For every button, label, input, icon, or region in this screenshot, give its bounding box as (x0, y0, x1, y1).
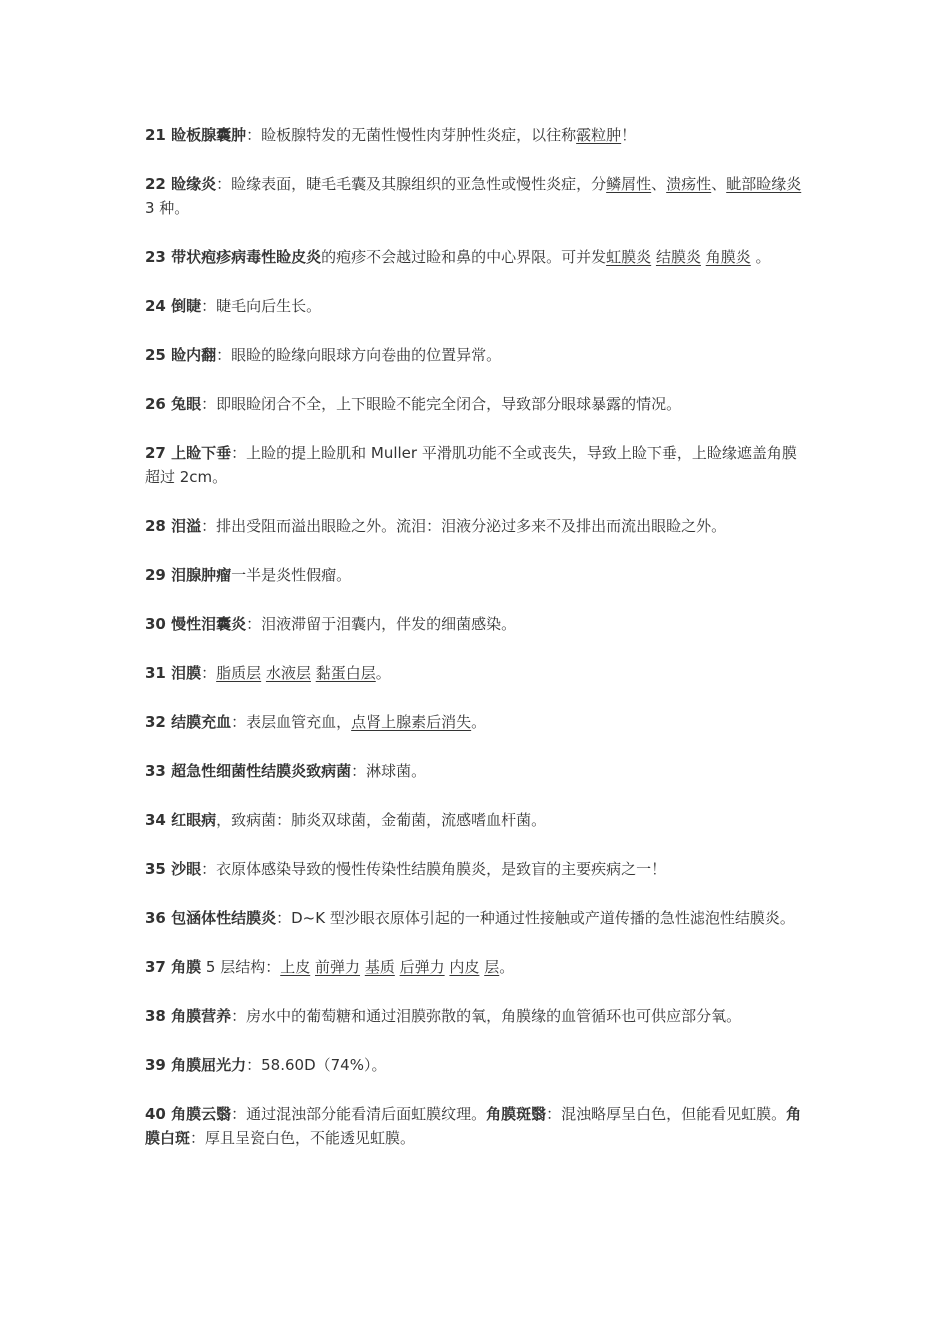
term-label: 角膜斑翳 (486, 1105, 547, 1123)
body-text: 。 (471, 713, 487, 731)
entry-number: 24 (145, 297, 172, 315)
underlined-text: 内皮 (449, 958, 480, 976)
document-page (145, 123, 810, 1175)
entry-32 (145, 710, 810, 734)
entry-21 (145, 123, 810, 147)
body-text: 3 种。 (145, 199, 190, 217)
entry-number: 37 (145, 958, 172, 976)
underlined-text: 虹膜炎 (606, 248, 652, 266)
entry-27 (145, 441, 810, 489)
entry-number: 39 (145, 1056, 172, 1074)
entry-22 (145, 172, 810, 220)
body-text: ：睑板腺特发的无菌性慢性肉芽肿性炎症，以往称 (246, 126, 577, 144)
entry-number: 40 (145, 1105, 172, 1123)
term-label: 角膜白斑 (145, 1105, 802, 1147)
body-text: ：衣原体感染导致的慢性传染性结膜角膜炎，是致盲的主要疾病之一！ (201, 860, 667, 878)
body-text: ：即眼睑闭合不全，上下眼睑不能完全闭合，导致部分眼球暴露的情况。 (201, 395, 682, 413)
entry-number: 25 (145, 346, 172, 364)
term-label: 睑缘炎 (171, 175, 217, 193)
underlined-text: 前弹力 (315, 958, 361, 976)
entry-29 (145, 563, 810, 587)
term-label: 睑板腺囊肿 (171, 126, 247, 144)
term-label: 慢性泪囊炎 (171, 615, 247, 633)
body-text: 、 (651, 175, 667, 193)
term-label: 带状疱疹病毒性睑皮炎 (171, 248, 322, 266)
term-label: 倒睫 (171, 297, 202, 315)
body-text: ：58.60D（74%）。 (246, 1056, 387, 1074)
body-text: 一半是炎性假瘤。 (231, 566, 352, 584)
entry-number: 26 (145, 395, 172, 413)
underlined-text: 角膜炎 (705, 248, 751, 266)
body-text: ：厚且呈瓷白色，不能透见虹膜。 (190, 1129, 416, 1147)
body-text: ：排出受阻而溢出眼睑之外。流泪：泪液分泌过多来不及排出而流出眼睑之外。 (201, 517, 727, 535)
underlined-text: 基质 (364, 958, 395, 976)
entry-34 (145, 808, 810, 832)
term-label: 睑内翻 (171, 346, 217, 364)
body-text: ：D~K 型沙眼衣原体引起的一种通过性接触或产道传播的急性滤泡性结膜炎。 (276, 909, 795, 927)
body-text: 5 层结构： (201, 958, 281, 976)
body-text: ：混浊略厚呈白色，但能看见虹膜。 (546, 1105, 787, 1123)
entry-35 (145, 857, 810, 881)
term-label: 兔眼 (171, 395, 202, 413)
body-text: ：眼睑的睑缘向眼球方向卷曲的位置异常。 (216, 346, 502, 364)
term-label: 泪溢 (171, 517, 202, 535)
underlined-text: 结膜炎 (655, 248, 701, 266)
entry-25 (145, 343, 810, 367)
body-text: ：通过混浊部分能看清后面虹膜纹理。 (231, 1105, 487, 1123)
body-text: 。 (499, 958, 515, 976)
entry-36 (145, 906, 810, 930)
entry-number: 29 (145, 566, 172, 584)
entry-26 (145, 392, 810, 416)
entry-30 (145, 612, 810, 636)
underlined-text: 后弹力 (399, 958, 445, 976)
body-text: ：上睑的提上睑肌和 Muller 平滑肌功能不全或丧失，导致上睑下垂，上睑缘遮盖角膜超过 2cm。 (145, 444, 797, 486)
entry-number: 38 (145, 1007, 172, 1025)
entry-number: 21 (145, 126, 172, 144)
entry-number: 28 (145, 517, 172, 535)
underlined-text: 层 (484, 958, 500, 976)
term-label: 角膜屈光力 (171, 1056, 247, 1074)
entry-number: 34 (145, 811, 172, 829)
term-label: 红眼病 (171, 811, 217, 829)
underlined-text: 点肾上腺素后消失 (351, 713, 472, 731)
body-text: ：房水中的葡萄糖和通过泪膜弥散的氧，角膜缘的血管循环也可供应部分氧。 (231, 1007, 742, 1025)
body-text: ：睫毛向后生长。 (201, 297, 322, 315)
term-label: 角膜营养 (171, 1007, 232, 1025)
entry-number: 31 (145, 664, 172, 682)
term-label: 沙眼 (171, 860, 202, 878)
term-label: 包涵体性结膜炎 (171, 909, 277, 927)
entry-number: 35 (145, 860, 172, 878)
entry-38 (145, 1004, 810, 1028)
underlined-text: 霰粒肿 (576, 126, 622, 144)
term-label: 超急性细菌性结膜炎致病菌 (171, 762, 352, 780)
underlined-text: 脂质层 (216, 664, 262, 682)
term-label: 角膜 (171, 958, 202, 976)
entry-number: 32 (145, 713, 172, 731)
body-text: ！ (621, 126, 637, 144)
underlined-text: 鳞屑性 (606, 175, 652, 193)
underlined-text: 眦部睑缘炎 (726, 175, 802, 193)
term-label: 结膜充血 (171, 713, 232, 731)
body-text: 的疱疹不会越过睑和鼻的中心界限。可并发 (321, 248, 607, 266)
body-text: ： (201, 664, 217, 682)
term-label: 角膜云翳 (171, 1105, 232, 1123)
entry-31 (145, 661, 810, 685)
entry-23 (145, 245, 810, 269)
body-text: 。 (750, 248, 771, 266)
body-text: ：淋球菌。 (351, 762, 427, 780)
body-text: ，致病菌：肺炎双球菌，金葡菌，流感嗜血杆菌。 (216, 811, 547, 829)
underlined-text: 黏蛋白层 (315, 664, 376, 682)
entry-28 (145, 514, 810, 538)
body-text: ：泪液滞留于泪囊内，伴发的细菌感染。 (246, 615, 517, 633)
term-label: 泪腺肿瘤 (171, 566, 232, 584)
entry-number: 33 (145, 762, 172, 780)
underlined-text: 水液层 (265, 664, 311, 682)
entry-33 (145, 759, 810, 783)
underlined-text: 溃疡性 (666, 175, 712, 193)
body-text: ：睑缘表面，睫毛毛囊及其腺组织的亚急性或慢性炎症，分 (216, 175, 607, 193)
body-text: 。 (375, 664, 391, 682)
term-label: 上睑下垂 (171, 444, 232, 462)
entry-number: 23 (145, 248, 172, 266)
entry-37 (145, 955, 810, 979)
entry-24 (145, 294, 810, 318)
entry-number: 30 (145, 615, 172, 633)
entry-number: 27 (145, 444, 172, 462)
entry-40 (145, 1102, 810, 1150)
body-text: 、 (711, 175, 727, 193)
underlined-text: 上皮 (280, 958, 311, 976)
body-text: ：表层血管充血， (231, 713, 352, 731)
entry-number: 36 (145, 909, 172, 927)
entry-number: 22 (145, 175, 172, 193)
entry-39 (145, 1053, 810, 1077)
term-label: 泪膜 (171, 664, 202, 682)
